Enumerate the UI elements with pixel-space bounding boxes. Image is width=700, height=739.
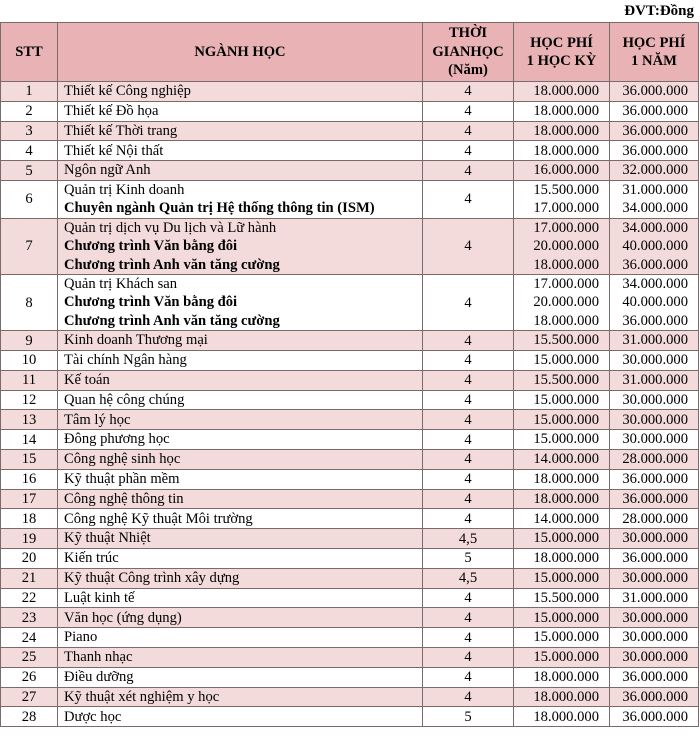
cell-stt: 24 — [1, 628, 58, 648]
cell-fee-semester: 14.000.000 — [514, 509, 610, 529]
table-row — [1, 549, 699, 569]
cell-fee-year: 36.000.000 — [610, 469, 699, 489]
cell-fee-semester: 17.000.000 20.000.000 18.000.000 — [514, 218, 610, 274]
cell-duration: 4 — [423, 608, 514, 628]
cell-fee-year: 28.000.000 — [610, 450, 699, 470]
cell-fee-year: 36.000.000 — [610, 667, 699, 687]
cell-duration: 4 — [423, 331, 514, 351]
cell-fee-year: 30.000.000 — [610, 410, 699, 430]
cell-fee-year: 30.000.000 — [610, 647, 699, 667]
cell-stt: 15 — [1, 450, 58, 470]
cell-fee-semester: 15.000.000 — [514, 430, 610, 450]
cell-stt: 23 — [1, 608, 58, 628]
cell-fee-semester: 18.000.000 — [514, 141, 610, 161]
header-fee-semester: HỌC PHÍ 1 HỌC KỲ — [514, 23, 610, 82]
cell-fee-year: 31.000.000 — [610, 588, 699, 608]
cell-fee-semester: 18.000.000 — [514, 469, 610, 489]
cell-stt: 11 — [1, 370, 58, 390]
table-row — [1, 141, 699, 161]
cell-stt: 17 — [1, 489, 58, 509]
header-duration: THỜI GIANHỌC (Năm) — [423, 23, 514, 82]
table-row — [1, 628, 699, 648]
cell-fee-year: 30.000.000 — [610, 628, 699, 648]
cell-fee-semester: 15.000.000 — [514, 568, 610, 588]
cell-major: Quản trị Khách san Chương trình Văn bằng đôi Chương trình Anh văn tăng cường — [58, 275, 423, 331]
cell-fee-year: 34.000.000 40.000.000 36.000.000 — [610, 218, 699, 274]
table-row — [1, 351, 699, 371]
cell-fee-semester: 15.000.000 — [514, 608, 610, 628]
cell-duration: 4 — [423, 628, 514, 648]
cell-fee-year: 36.000.000 — [610, 82, 699, 102]
cell-major: Ngôn ngữ Anh — [58, 161, 423, 181]
cell-major: Tâm lý học — [58, 410, 423, 430]
cell-fee-year: 30.000.000 — [610, 430, 699, 450]
cell-duration: 4 — [423, 101, 514, 121]
cell-major: Dược học — [58, 707, 423, 727]
cell-duration: 4 — [423, 351, 514, 371]
cell-duration: 4 — [423, 489, 514, 509]
cell-stt: 20 — [1, 549, 58, 569]
cell-duration: 4 — [423, 410, 514, 430]
table-row — [1, 588, 699, 608]
cell-major: Luật kinh tế — [58, 588, 423, 608]
table-row — [1, 161, 699, 181]
cell-major: Thiết kế Nội thất — [58, 141, 423, 161]
cell-fee-year: 30.000.000 — [610, 351, 699, 371]
cell-major: Kế toán — [58, 370, 423, 390]
cell-fee-semester: 15.000.000 — [514, 351, 610, 371]
table-row — [1, 180, 699, 218]
cell-major: Tài chính Ngân hàng — [58, 351, 423, 371]
cell-major: Công nghệ thông tin — [58, 489, 423, 509]
table-row — [1, 82, 699, 102]
table-row — [1, 667, 699, 687]
cell-fee-semester: 18.000.000 — [514, 82, 610, 102]
table-row — [1, 218, 699, 274]
cell-fee-semester: 18.000.000 — [514, 687, 610, 707]
cell-fee-year: 36.000.000 — [610, 489, 699, 509]
header-major: NGÀNH HỌC — [58, 23, 423, 82]
cell-fee-semester: 15.500.000 17.000.000 — [514, 180, 610, 218]
cell-fee-year: 31.000.000 — [610, 370, 699, 390]
cell-major: Thiết kế Đồ họa — [58, 101, 423, 121]
cell-duration: 4 — [423, 161, 514, 181]
cell-fee-semester: 18.000.000 — [514, 707, 610, 727]
cell-stt: 6 — [1, 180, 58, 218]
table-row — [1, 687, 699, 707]
cell-duration: 4 — [423, 430, 514, 450]
cell-stt: 2 — [1, 101, 58, 121]
cell-duration: 4 — [423, 180, 514, 218]
cell-major: Thiết kế Thời trang — [58, 121, 423, 141]
table-row — [1, 101, 699, 121]
cell-fee-year: 32.000.000 — [610, 161, 699, 181]
cell-fee-semester: 15.000.000 — [514, 628, 610, 648]
cell-fee-year: 30.000.000 — [610, 568, 699, 588]
cell-fee-semester: 18.000.000 — [514, 489, 610, 509]
cell-fee-semester: 18.000.000 — [514, 101, 610, 121]
cell-major: Piano — [58, 628, 423, 648]
header-stt: STT — [1, 23, 58, 82]
cell-duration: 5 — [423, 549, 514, 569]
table-row — [1, 430, 699, 450]
cell-major: Thiết kế Công nghiệp — [58, 82, 423, 102]
cell-duration: 4 — [423, 647, 514, 667]
cell-duration: 4 — [423, 390, 514, 410]
cell-major: Văn học (ứng dụng) — [58, 608, 423, 628]
cell-fee-semester: 15.000.000 — [514, 410, 610, 430]
tuition-fee-table — [0, 22, 699, 727]
cell-stt: 4 — [1, 141, 58, 161]
cell-stt: 5 — [1, 161, 58, 181]
cell-fee-semester: 16.000.000 — [514, 161, 610, 181]
cell-fee-year: 30.000.000 — [610, 608, 699, 628]
cell-major: Quản trị Kinh doanh Chuyên ngành Quản trị Hệ thống thông tin (ISM) — [58, 180, 423, 218]
table-row — [1, 275, 699, 331]
cell-duration: 4 — [423, 141, 514, 161]
cell-major: Kỹ thuật xét nghiệm y học — [58, 687, 423, 707]
table-row — [1, 529, 699, 549]
cell-major: Kỹ thuật Công trình xây dựng — [58, 568, 423, 588]
cell-fee-semester: 17.000.000 20.000.000 18.000.000 — [514, 275, 610, 331]
table-row — [1, 707, 699, 727]
cell-major: Kỹ thuật Nhiệt — [58, 529, 423, 549]
cell-duration: 4 — [423, 370, 514, 390]
cell-major: Kinh doanh Thương mại — [58, 331, 423, 351]
cell-stt: 13 — [1, 410, 58, 430]
cell-major: Thanh nhạc — [58, 647, 423, 667]
table-row — [1, 370, 699, 390]
cell-fee-semester: 15.500.000 — [514, 370, 610, 390]
cell-fee-semester: 18.000.000 — [514, 121, 610, 141]
cell-major: Công nghệ Kỹ thuật Môi trường — [58, 509, 423, 529]
cell-fee-semester: 14.000.000 — [514, 450, 610, 470]
table-row — [1, 390, 699, 410]
cell-fee-year: 36.000.000 — [610, 707, 699, 727]
table-row — [1, 647, 699, 667]
table-row — [1, 568, 699, 588]
cell-duration: 4 — [423, 218, 514, 274]
cell-stt: 26 — [1, 667, 58, 687]
cell-duration: 4 — [423, 82, 514, 102]
cell-major: Quan hệ công chúng — [58, 390, 423, 410]
cell-stt: 21 — [1, 568, 58, 588]
cell-stt: 19 — [1, 529, 58, 549]
table-row — [1, 509, 699, 529]
table-row — [1, 608, 699, 628]
cell-duration: 4,5 — [423, 568, 514, 588]
cell-fee-year: 34.000.000 40.000.000 36.000.000 — [610, 275, 699, 331]
table-row — [1, 489, 699, 509]
header-fee-year: HỌC PHÍ 1 NĂM — [610, 23, 699, 82]
cell-stt: 10 — [1, 351, 58, 371]
cell-stt: 22 — [1, 588, 58, 608]
cell-fee-year: 30.000.000 — [610, 390, 699, 410]
table-row — [1, 469, 699, 489]
cell-fee-year: 36.000.000 — [610, 121, 699, 141]
cell-duration: 4 — [423, 469, 514, 489]
cell-duration: 5 — [423, 707, 514, 727]
cell-stt: 25 — [1, 647, 58, 667]
cell-fee-semester: 15.000.000 — [514, 647, 610, 667]
cell-fee-semester: 15.000.000 — [514, 529, 610, 549]
cell-stt: 18 — [1, 509, 58, 529]
table-row — [1, 121, 699, 141]
cell-duration: 4 — [423, 667, 514, 687]
cell-stt: 14 — [1, 430, 58, 450]
cell-fee-year: 28.000.000 — [610, 509, 699, 529]
cell-duration: 4 — [423, 450, 514, 470]
table-row — [1, 410, 699, 430]
currency-unit-label: ĐVT:Đồng — [624, 3, 694, 19]
cell-stt: 1 — [1, 82, 58, 102]
cell-fee-year: 31.000.000 34.000.000 — [610, 180, 699, 218]
cell-stt: 9 — [1, 331, 58, 351]
cell-stt: 8 — [1, 275, 58, 331]
cell-duration: 4 — [423, 275, 514, 331]
cell-stt: 16 — [1, 469, 58, 489]
cell-fee-semester: 15.000.000 — [514, 390, 610, 410]
cell-major: Điều dưỡng — [58, 667, 423, 687]
cell-duration: 4 — [423, 687, 514, 707]
cell-fee-year: 36.000.000 — [610, 101, 699, 121]
table-row — [1, 331, 699, 351]
cell-fee-year: 36.000.000 — [610, 141, 699, 161]
cell-stt: 12 — [1, 390, 58, 410]
cell-fee-semester: 15.500.000 — [514, 588, 610, 608]
cell-duration: 4 — [423, 588, 514, 608]
cell-fee-semester: 18.000.000 — [514, 667, 610, 687]
cell-fee-year: 36.000.000 — [610, 549, 699, 569]
cell-major: Đông phương học — [58, 430, 423, 450]
cell-fee-year: 36.000.000 — [610, 687, 699, 707]
cell-fee-year: 30.000.000 — [610, 529, 699, 549]
cell-major: Kỹ thuật phần mềm — [58, 469, 423, 489]
cell-major: Quản trị dịch vụ Du lịch và Lữ hành Chương trình Văn bằng đôi Chương trình Anh văn tăng cường — [58, 218, 423, 274]
cell-fee-semester: 15.500.000 — [514, 331, 610, 351]
table-body — [1, 82, 699, 727]
cell-stt: 7 — [1, 218, 58, 274]
cell-duration: 4 — [423, 121, 514, 141]
cell-stt: 27 — [1, 687, 58, 707]
cell-duration: 4 — [423, 509, 514, 529]
cell-duration: 4,5 — [423, 529, 514, 549]
table-row — [1, 450, 699, 470]
cell-fee-semester: 18.000.000 — [514, 549, 610, 569]
cell-stt: 28 — [1, 707, 58, 727]
cell-fee-year: 31.000.000 — [610, 331, 699, 351]
cell-major: Công nghệ sinh học — [58, 450, 423, 470]
cell-stt: 3 — [1, 121, 58, 141]
table-header — [1, 23, 699, 82]
cell-major: Kiến trúc — [58, 549, 423, 569]
